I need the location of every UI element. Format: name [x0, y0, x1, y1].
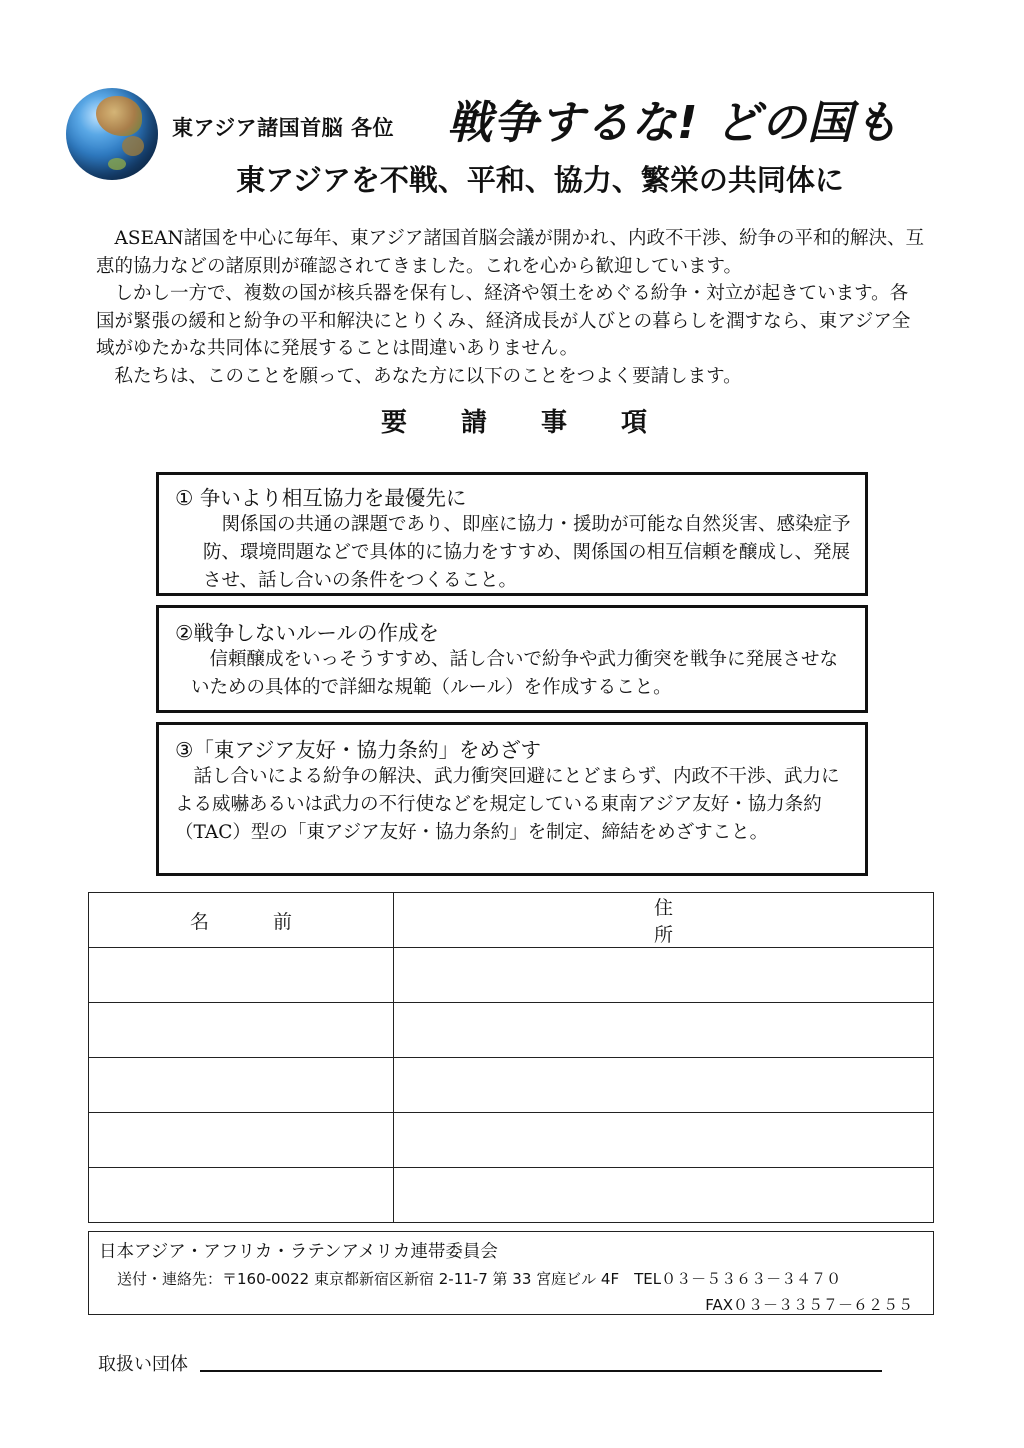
intro-text — [96, 225, 926, 390]
handler-input-line[interactable] — [200, 1370, 882, 1372]
address-cell[interactable] — [394, 1113, 934, 1168]
request-2-heading: ②戦争しないルールの作成を — [175, 621, 439, 645]
name-cell[interactable] — [89, 1113, 394, 1168]
request-3-text: 話し合いによる紛争の解決、武力衝突回避にとどまらず、内政不干渉、武力による威嚇あるいは武力の不行使などを規定している東南アジア友好・協力条約（TAC）型の「東アジア友好・協力条約」を制定、締結をめざすこと。 — [175, 766, 840, 843]
request-1-text: 関係国の共通の課題であり、即座に協力・援助が可能な自然災害、感染症予防、環境問題などで具体的に協力をすすめ、関係国の相互信頼を醸成し、発展させ、話し合いの条件をつくること。 — [203, 514, 851, 591]
subtitle: 東アジアを不戦、平和、協力、繁栄の共同体に — [236, 163, 844, 197]
name-cell[interactable] — [89, 1003, 394, 1058]
request-1-heading: ① 争いより相互協力を最優先に — [175, 486, 467, 510]
signature-row — [89, 1058, 934, 1113]
signature-row — [89, 1113, 934, 1168]
name-column-header: 名前 — [89, 893, 394, 948]
request-box-3 — [156, 722, 868, 876]
request-3-heading: ③「東アジア友好・協力条約」をめざす — [175, 738, 542, 762]
headline: 戦争するな! どの国も — [447, 96, 900, 149]
signature-row — [89, 1003, 934, 1058]
intro-paragraph-2: しかし一方で、複数の国が核兵器を保有し、経済や領土をめぐる紛争・対立が起きています。各国が緊張の緩和と紛争の平和解決にとりくみ、経済成長が人びとの暮らしを潤すなら、東アジア全域がゆたかな共同体に発展することは間違いありません。 — [96, 283, 911, 359]
request-box-2 — [156, 605, 868, 713]
name-cell[interactable] — [89, 1058, 394, 1113]
request-2-text: 信頼醸成をいっそうすすめ、話し合いで紛争や武力衝突を戦争に発展させないための具体的で詳細な規範（ルール）を作成すること。 — [191, 649, 838, 698]
signature-row — [89, 1168, 934, 1223]
intro-paragraph-3: 私たちは、このことを願って、あなた方に以下のことをつよく要請します。 — [114, 365, 742, 387]
address-cell[interactable] — [394, 948, 934, 1003]
address-column-header: 住所 — [394, 893, 934, 948]
requests-title: 要請事項 — [380, 408, 701, 438]
address-cell[interactable] — [394, 1003, 934, 1058]
name-cell[interactable] — [89, 1168, 394, 1223]
organization-name: 日本アジア・アフリカ・ラテンアメリカ連帯委員会 — [99, 1242, 498, 1262]
address-cell[interactable] — [394, 1168, 934, 1223]
handler-label: 取扱い団体 — [98, 1354, 188, 1375]
addressee: 東アジア諸国首脳 各位 — [172, 116, 394, 140]
request-box-1 — [156, 472, 868, 596]
organization-fax: FAX０３－３３５７－６２５５ — [705, 1296, 913, 1314]
signature-table — [88, 892, 934, 1223]
organization-box — [88, 1231, 934, 1315]
name-cell[interactable] — [89, 948, 394, 1003]
organization-contact: 送付・連絡先：〒160-0022 東京都新宿区新宿 2-11-7 第 33 宮庭ビル 4F TEL０３－５３６３－３４７０ — [117, 1270, 842, 1288]
signature-row — [89, 948, 934, 1003]
intro-paragraph-1: ASEAN諸国を中心に毎年、東アジア諸国首脳会議が開かれ、内政不干渉、紛争の平和的解決、互恵的協力などの諸原則が確認されてきました。これを心から歓迎しています。 — [96, 228, 924, 277]
address-cell[interactable] — [394, 1058, 934, 1113]
